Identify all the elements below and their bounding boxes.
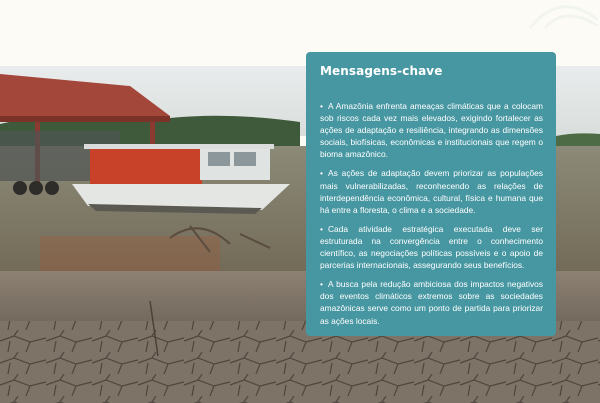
bullet-glyph: • <box>320 101 323 111</box>
bullet-glyph: • <box>320 223 323 234</box>
key-messages-card <box>306 52 556 336</box>
bullet-text: A Amazônia enfrenta ameaças climáticas que a colocam sob riscos cada vez mais elevados, exigindo fortalecer as ações de adaptação e resiliência, integrando as dimensões sociais, biofísicas, econômicas e institucionais que regem o bioma amazônico. <box>320 101 543 160</box>
bullet-text: A busca pela redução ambiciosa dos impactos negativos dos eventos climáticos extremos sobre as sociedades amazônicas serve como um ponto de partida para priorizar as ações locais. <box>320 279 543 326</box>
key-messages-list <box>320 100 543 327</box>
bullet-text: As ações de adaptação devem priorizar as populações mais vulnerabilizadas, reconhecendo as relações de interdependência econômica, cultural, física e humana que há entre a floresta, o clima e a sociedade. <box>320 168 543 215</box>
bullet-glyph: • <box>320 168 323 179</box>
card-title: Mensagens-chave <box>320 64 443 78</box>
list-item <box>320 167 543 215</box>
list-item <box>320 278 543 326</box>
watermark-logo <box>520 0 600 30</box>
bullet-text: Cada atividade estratégica executada deve ser estruturada na convergência entre o conhecimento científico, as negociações políticas possíveis e o apoio de parcerias internacionais, assegurando seus benefícios. <box>320 223 543 271</box>
bullet-glyph: • <box>320 279 323 290</box>
list-item <box>320 223 543 271</box>
list-item <box>320 100 543 160</box>
